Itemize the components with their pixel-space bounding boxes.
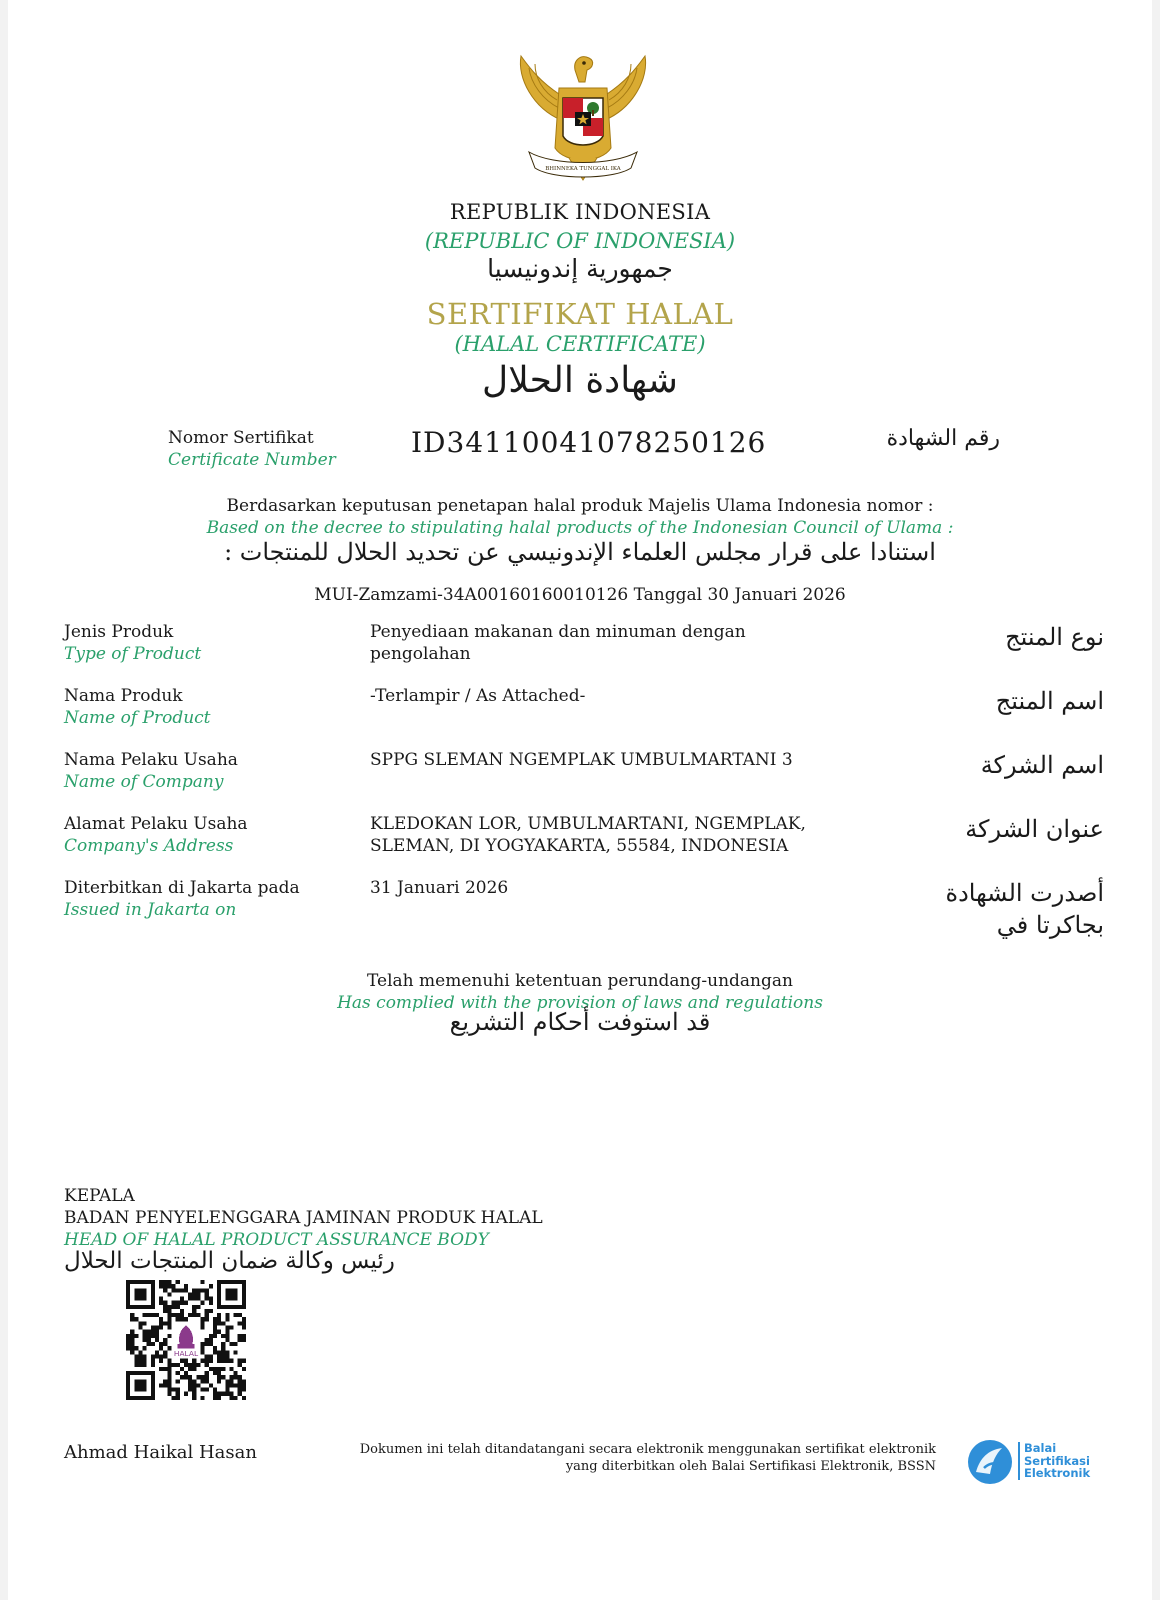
- field-label-en: Company's Address: [64, 836, 234, 856]
- field-label-id: Diterbitkan di Jakarta pada: [64, 878, 300, 898]
- head-title-block: [64, 1185, 543, 1251]
- certificate-number-label-ar: رقم الشهادة: [886, 426, 1000, 451]
- field-label-ar: اسم المنتج: [995, 687, 1104, 715]
- field-label-en: Name of Company: [64, 772, 224, 792]
- compliance-text-en: Has complied with the provision of laws and regulations: [337, 993, 823, 1013]
- certificate-title-ar: شهادة الحلال: [482, 360, 678, 401]
- field-value: KLEDOKAN LOR, UMBULMARTANI, NGEMPLAK, SLEMAN, DI YOGYAKARTA, 55584, INDONESIA: [370, 814, 806, 856]
- head-title-line2: BADAN PENYELENGGARA JAMINAN PRODUK HALAL: [64, 1208, 543, 1228]
- certificate-number-label-id: Nomor Sertifikat: [168, 428, 314, 448]
- field-label-id: Jenis Produk: [64, 622, 174, 642]
- field-label-ar: عنوان الشركة: [965, 815, 1104, 843]
- field-label-en: Type of Product: [64, 644, 202, 664]
- head-title-en: HEAD OF HALAL PRODUCT ASSURANCE BODY: [64, 1230, 489, 1250]
- field-label: [64, 877, 300, 921]
- certificate-number-label: [168, 427, 336, 471]
- decree-basis: Berdasarkan keputusan penetapan halal produk Majelis Ulama Indonesia nomor :: [226, 496, 934, 516]
- bsre-logo-line2: Sertifikasi: [1024, 1453, 1090, 1468]
- field-label: [64, 749, 238, 793]
- compliance-text: Telah memenuhi ketentuan perundang-undangan: [367, 971, 793, 991]
- field-label-ar: نوع المنتج: [1005, 623, 1104, 651]
- emblem-motto: BHINNEKA TUNGGAL IKA: [545, 166, 621, 172]
- electronic-signature-note-line1: Dokumen ini telah ditandatangani secara elektronik menggunakan sertifikat elektronik: [359, 1442, 936, 1457]
- field-label-en: Name of Product: [64, 708, 211, 728]
- qr-code-icon: [126, 1280, 246, 1400]
- electronic-signature-note: [360, 1441, 936, 1475]
- compliance-text-ar: قد استوفت أحكام التشريع: [449, 1008, 711, 1036]
- decree-basis-en: Based on the decree to stipulating halal products of the Indonesian Council of Ulama :: [206, 518, 954, 538]
- decree-number: MUI-Zamzami-34A00160160010126 Tanggal 30 Januari 2026: [314, 585, 846, 605]
- field-value: -Terlampir / As Attached-: [370, 686, 586, 706]
- certificate-number-label-en: Certificate Number: [168, 450, 336, 470]
- field-value: 31 Januari 2026: [370, 878, 509, 898]
- country-name-en: (REPUBLIC OF INDONESIA): [424, 229, 736, 253]
- garuda-emblem-icon: [513, 48, 653, 198]
- electronic-signature-note-line2: yang diterbitkan oleh Balai Sertifikasi Elektronik, BSSN: [565, 1459, 936, 1474]
- field-value: SPPG SLEMAN NGEMPLAK UMBULMARTANI 3: [370, 750, 793, 770]
- qr-logo-text: HALAL: [173, 1349, 199, 1359]
- bsre-logo-icon: [966, 1438, 1014, 1486]
- field-label: [64, 685, 211, 729]
- field-label-en: Issued in Jakarta on: [64, 900, 237, 920]
- head-title-line1: KEPALA: [64, 1186, 135, 1206]
- decree-basis-ar: استنادا على قرار مجلس العلماء الإندونيسي عن تحديد الحلال للمنتجات :: [224, 538, 936, 566]
- certificate-title: SERTIFIKAT HALAL: [426, 297, 734, 331]
- field-label-id: Alamat Pelaku Usaha: [64, 814, 248, 834]
- field-label-id: Nama Pelaku Usaha: [64, 750, 238, 770]
- signer-name: Ahmad Haikal Hasan: [64, 1442, 257, 1463]
- field-label-ar: أصدرت الشهادة بجاكرتا في: [945, 879, 1104, 939]
- country-name-ar: جمهورية إندونيسيا: [487, 254, 673, 283]
- country-name: REPUBLIK INDONESIA: [449, 200, 711, 224]
- field-label-id: Nama Produk: [64, 686, 183, 706]
- bsre-logo-line3: Elektronik: [1024, 1466, 1091, 1480]
- bsre-logo-line1: Balai: [1024, 1441, 1057, 1455]
- certificate-page: [8, 0, 1152, 1600]
- field-label: [64, 813, 248, 857]
- field-label: [64, 621, 201, 665]
- certificate-title-en: (HALAL CERTIFICATE): [454, 332, 706, 356]
- bsre-logo-text: [1018, 1442, 1090, 1480]
- field-value: Penyediaan makanan dan minuman dengan pengolahan: [370, 622, 746, 664]
- field-label-ar: اسم الشركة: [980, 751, 1104, 779]
- certificate-number: ID34110041078250126: [411, 426, 767, 459]
- head-title-ar: رئيس وكالة ضمان المنتجات الحلال: [64, 1248, 395, 1274]
